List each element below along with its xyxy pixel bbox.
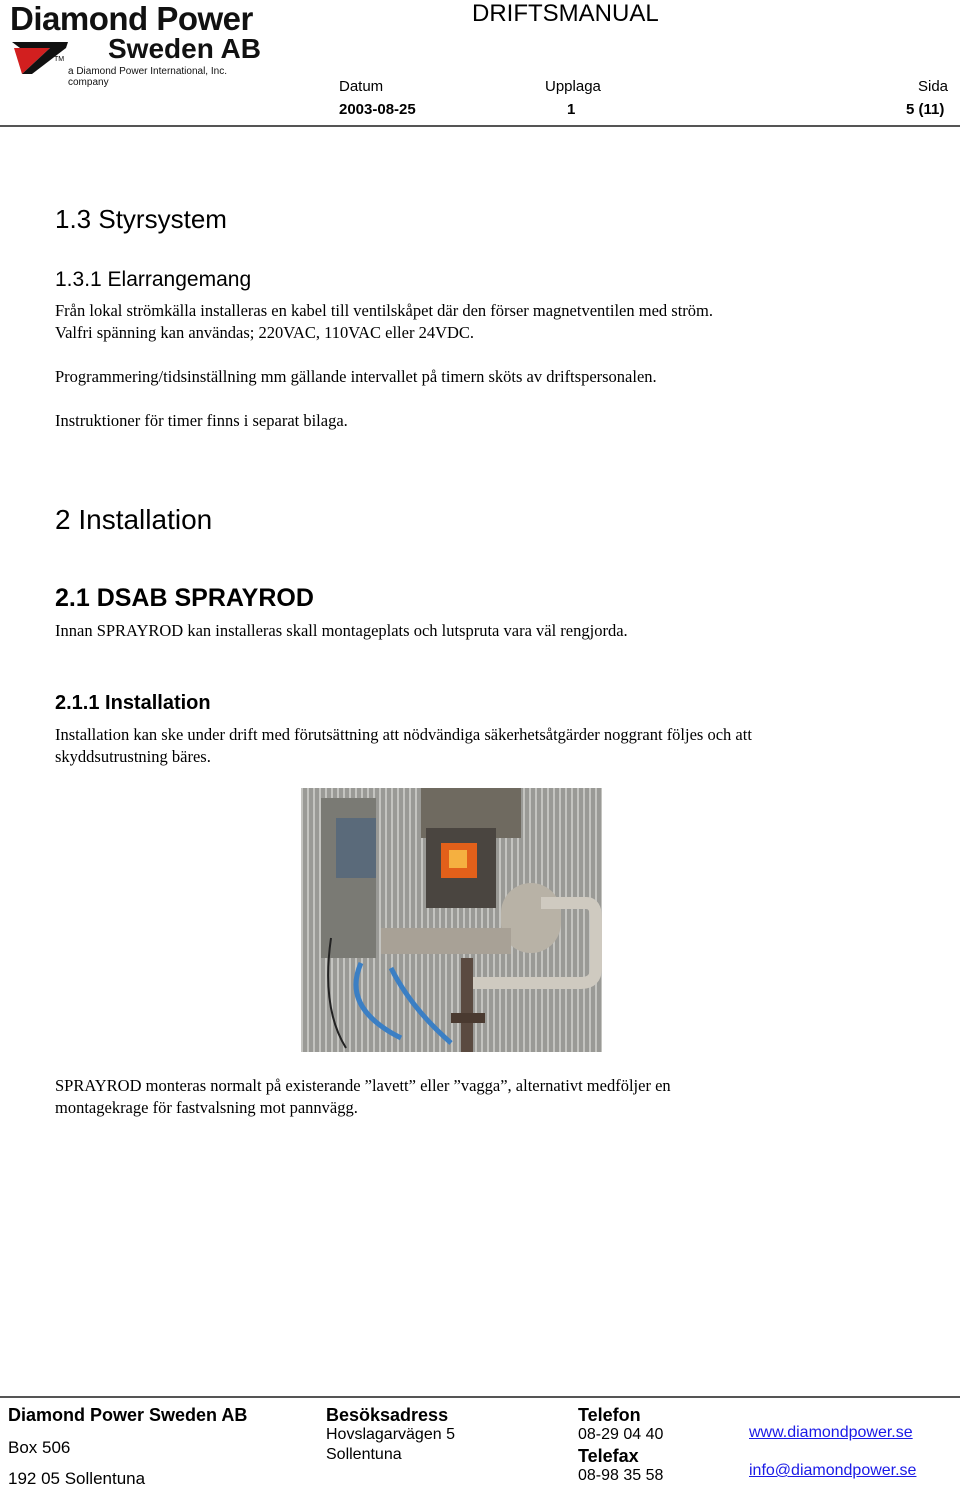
paragraph-cleaning: Innan SPRAYROD kan installeras skall montageplats och lutspruta vara väl rengjorda. [55, 621, 628, 640]
paragraph-safety-1: Installation kan ske under drift med förutsättning att nödvändiga säkerhetsåtgärder noggrant följes och att [55, 725, 752, 744]
logo-tagline: a Diamond Power International, Inc. company [68, 66, 227, 88]
paragraph-mounting-2: montagekrage för fastvalsning mot pannvägg. [55, 1098, 358, 1117]
sida-label: Sida [918, 78, 949, 95]
upplaga-label: Upplaga [545, 78, 601, 95]
footer-divider [0, 1396, 960, 1398]
upplaga-value: 1 [567, 101, 576, 118]
footer-visit-street: Hovslagarvägen 5 [326, 1426, 455, 1443]
logo-name-line2: Sweden AB [108, 33, 261, 64]
company-logo [8, 0, 268, 88]
paragraph-programming: Programmering/tidsinställning mm gällande intervallet på timern sköts av driftspersonalen. [55, 367, 657, 386]
sprayrod-installation-photo [301, 788, 602, 1052]
footer-postal: 192 05 Sollentuna [8, 1469, 146, 1488]
document-title: DRIFTSMANUAL [472, 0, 659, 27]
footer-website-link[interactable]: www.diamondpower.se [749, 1424, 913, 1441]
footer-box: Box 506 [8, 1438, 71, 1457]
paragraph-timer-instructions: Instruktioner för timer finns i separat bilaga. [55, 411, 348, 430]
heading-installation-sub: 2.1.1 Installation [55, 692, 211, 714]
datum-value: 2003-08-25 [339, 101, 416, 118]
logo-tm: TM [54, 56, 65, 63]
footer-email-link[interactable]: info@diamondpower.se [749, 1462, 917, 1479]
footer-visit-city: Sollentuna [326, 1446, 402, 1463]
footer-visit-label: Besöksadress [326, 1405, 449, 1425]
footer-phone-value: 08-29 04 40 [578, 1426, 664, 1443]
paragraph-power-1: Från lokal strömkälla installeras en kabel till ventilskåpet där den förser magnetventilen med ström. [55, 301, 713, 320]
datum-label: Datum [339, 78, 384, 95]
footer-company: Diamond Power Sweden AB [8, 1405, 248, 1425]
footer-fax-label: Telefax [578, 1446, 639, 1466]
logo-name-line1: Diamond Power [10, 0, 253, 37]
paragraph-power-2: Valfri spänning kan användas; 220VAC, 110VAC eller 24VDC. [55, 323, 475, 342]
heading-elarrangemang: 1.3.1 Elarrangemang [55, 268, 252, 291]
footer-fax-value: 08-98 35 58 [578, 1467, 664, 1484]
paragraph-mounting-1: SPRAYROD monteras normalt på existerande ”lavett” eller ”vagga”, alternativt medföljer en [55, 1076, 671, 1095]
heading-installation: 2 Installation [55, 504, 213, 535]
heading-styrsystem: 1.3 Styrsystem [55, 204, 227, 234]
heading-dsab-sprayrod: 2.1 DSAB SPRAYROD [55, 584, 314, 612]
header-divider [0, 125, 960, 127]
paragraph-safety-2: skyddsutrustning bäres. [55, 747, 211, 766]
footer-phone-label: Telefon [578, 1405, 641, 1425]
sida-value: 5 (11) [906, 101, 945, 118]
